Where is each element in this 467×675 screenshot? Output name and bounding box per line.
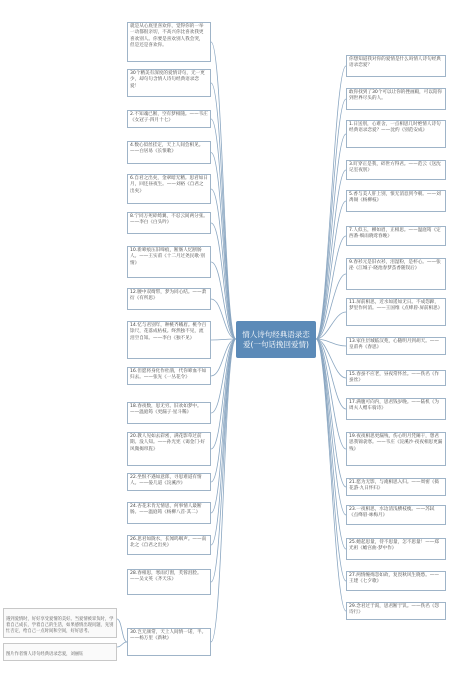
left-node-text: 20.教人见如去彩密，满花影草过前期。没人知。——孙光宪《谒金门·好风微揭帘旌》 bbox=[130, 434, 205, 452]
left-node-text: 12.腰中双绮带，梦为同心结。——萧衍《有所思》 bbox=[130, 290, 207, 302]
right-node[interactable] bbox=[346, 120, 446, 148]
author-note bbox=[3, 643, 117, 661]
left-node[interactable] bbox=[127, 246, 211, 278]
right-node-text: 21.愿为无影，与淹相思入归。——周密《捣花游·九日怀归》 bbox=[349, 480, 439, 492]
left-node[interactable] bbox=[127, 502, 211, 524]
right-node[interactable] bbox=[346, 226, 446, 246]
right-node[interactable] bbox=[346, 602, 446, 620]
left-node-text: 24.杏花未肯无情思，何事情人最断肠。——温庭筠《杨柳八首·其二》 bbox=[130, 504, 202, 516]
right-connector bbox=[316, 339, 346, 449]
left-node[interactable] bbox=[127, 569, 211, 595]
note-connector bbox=[117, 642, 127, 647]
left-connector bbox=[211, 153, 236, 340]
left-node-text: 30个精美有深度的爱情诗句，无一更少，却句句含情人诗句经典语录恋爱！ bbox=[130, 71, 205, 89]
left-node[interactable] bbox=[127, 535, 211, 555]
right-node-text: 27.两情缠绵忽如故，复畏秋风生晓愁。——王建《七夕歌》 bbox=[349, 573, 439, 585]
left-node[interactable] bbox=[127, 628, 211, 656]
right-node[interactable] bbox=[346, 478, 446, 496]
right-node-text: 7.人似玉，柳如眉，正相思。——温庭筠《定西番·细雨晓莺春晚》 bbox=[349, 228, 441, 240]
left-connector bbox=[211, 42, 236, 339]
left-connector bbox=[211, 119, 236, 339]
central-topic-text: 情人诗句经典语录恋爱(一句话挽回爱情) bbox=[242, 329, 310, 349]
right-node[interactable] bbox=[346, 505, 446, 525]
author-note-text: 图片作者情人诗句经典语录恋爱，刘丽钰 bbox=[6, 652, 84, 657]
central-topic[interactable] bbox=[236, 321, 316, 358]
right-node-text: 13.家住层城临汉苑，心随明月到胡天。——皇甫冉《春思》 bbox=[349, 339, 439, 351]
left-node-text: 18.春夜数，思无穷。旧欢如梦中。——温庭筠《更漏子·星斗稀》 bbox=[130, 404, 202, 416]
left-node[interactable] bbox=[127, 367, 211, 385]
right-node-text: 3.盯穿正是我，碎世方得君。——范云《送沈记室夜别》 bbox=[349, 162, 441, 174]
right-node[interactable] bbox=[346, 432, 446, 466]
left-node[interactable] bbox=[127, 432, 211, 466]
right-node[interactable] bbox=[346, 190, 446, 212]
right-node-text: 29.念君过于渴，思君断于饥。——佚名《怨诗行》 bbox=[349, 604, 439, 616]
right-node-text: 9.春衫元是旧衣衫，泪湿粉，是杯心。——张泌《江城子·晓池春梦茧香随钗后》 bbox=[349, 260, 441, 272]
right-node-text: 你想知道我对你的爱情是什么吗情人诗句经典语录恋爱？ bbox=[349, 57, 441, 69]
left-node[interactable] bbox=[127, 141, 211, 164]
right-connector bbox=[316, 134, 346, 339]
left-node-text: 就是从心底里喜欢你，觉得你的一举一动都很亲切，不高兴你比喜欢我更喜欢别人。你要是喜欢别人我会哭，但是还是喜欢你。 bbox=[130, 24, 204, 48]
left-connector bbox=[211, 339, 236, 340]
right-node-text: 15.春蚕不应老，昼夜常怀丝。——佚名《作蚕丝》 bbox=[349, 372, 439, 384]
left-node-text: 6.自君之出矣，金翠暗无精。思君如日月，回还昼夜生。——刘裕《自君之出矣》 bbox=[130, 176, 208, 194]
left-node-text: 30.岂无颜常，天上人间情一诺，半。——杨万里《新秋》 bbox=[130, 630, 207, 642]
left-node-text: 2.不知魂已断，空有梦相随。——韦庄《女冠子·四月十七》 bbox=[130, 112, 208, 124]
left-node[interactable] bbox=[127, 402, 211, 424]
left-node[interactable] bbox=[127, 212, 211, 234]
summary-note bbox=[3, 608, 117, 638]
right-node[interactable] bbox=[346, 88, 446, 110]
right-node[interactable] bbox=[346, 337, 446, 355]
left-node-text: 4.数心似丝挂定，天上人间会相见。——白居易《长恨歌》 bbox=[130, 143, 204, 155]
left-node[interactable] bbox=[127, 288, 211, 310]
right-node[interactable] bbox=[346, 160, 446, 180]
left-node[interactable] bbox=[127, 321, 211, 359]
left-connector bbox=[211, 339, 236, 545]
left-node[interactable] bbox=[127, 22, 211, 62]
right-node-text: 1.日送别，心难舍，一点相思几时绝情人诗句经典语录恋爱？——沈约《别范安成》 bbox=[349, 122, 441, 134]
right-node-text: 11.屏前相思，近水如遥如无日。不成怨蹄，梦里作何消。——王国维《点绛唇·屏前相思》 bbox=[349, 300, 443, 312]
right-node[interactable] bbox=[346, 398, 446, 420]
left-node-text: 10.新啼痕压旧啼痕，断肠人忆断肠人。——王实甫《十二月过尧民歌·别情》 bbox=[130, 248, 205, 266]
right-node[interactable] bbox=[346, 298, 446, 326]
left-node-text: 14.忆与君别年，种桃齐蛾眉。桃今百馀尺，花落成枯枝。终然独不见，流泪空自知。——李白《独不见》 bbox=[130, 323, 207, 341]
left-node-text: 26.思君如陇水，长闻呜咽声。——南北之《自君之出矣》 bbox=[130, 537, 207, 549]
right-node-text: 25.她起思量，待不思量，怎不思量！——郑光祖《蟾宫曲·梦中作》 bbox=[349, 540, 439, 552]
right-node-text: 17.满腹可向内，思君钱岁晚。——陆机《为周夫人赠车骑诗》 bbox=[349, 400, 439, 412]
left-node-text: 8.宁同万死碎绮翼，不忍云间两分张。——李白《白头吟》 bbox=[130, 214, 208, 226]
left-node-text: 16.但愿将身化作杜鹃，代你啼血不如归去。——张先《一丛花令》 bbox=[130, 369, 207, 381]
right-node[interactable] bbox=[346, 258, 446, 290]
right-node-text: 23.一夜相思，水边清浅横枝瘦。——苏轼《点绛唇·咏梅月》 bbox=[349, 507, 435, 519]
summary-note-text: 遇到爱情时，好好享受爱情的美好。当爱情被辜负时，学着自己成长，学着自己的生活，如果感情出现问题，先别忙否定，给自己一点时间和空间，好好思考。 bbox=[6, 617, 114, 634]
right-node[interactable] bbox=[346, 571, 446, 591]
left-node[interactable] bbox=[127, 69, 211, 97]
left-node-text: 28.春相思，寒雨灯窗，芙蓉泪脸。——吴文英《齐天乐》 bbox=[130, 571, 202, 583]
right-node-text: 5.香与美人肝上别，恨无消息到今朝。——刘禹锡《杨柳枝》 bbox=[349, 192, 441, 204]
right-node[interactable] bbox=[346, 370, 446, 386]
left-node-text: 22.坐恨不遇如意郎，寻思难道有情人。——晏几道《浣溪沙》 bbox=[130, 475, 202, 487]
right-node[interactable] bbox=[346, 55, 446, 77]
left-node[interactable] bbox=[127, 110, 211, 128]
right-node-text: 敢你找到了30个可以让你的挫画殿，可以陪你到世界尽头的人。 bbox=[349, 90, 443, 102]
left-node[interactable] bbox=[127, 473, 211, 491]
right-connector bbox=[316, 66, 346, 339]
left-connector bbox=[211, 339, 236, 642]
left-connector bbox=[211, 339, 236, 449]
right-node-text: 19.夜夜相思更漏残，伤心明月凭阑干，想君思我锦衾寒。——韦庄《浣溪沙·夜夜相思更漏残》 bbox=[349, 434, 443, 452]
note-connector bbox=[117, 619, 127, 642]
right-node[interactable] bbox=[346, 538, 446, 560]
right-connector bbox=[316, 339, 346, 515]
right-connector bbox=[316, 99, 346, 339]
left-node[interactable] bbox=[127, 174, 211, 204]
